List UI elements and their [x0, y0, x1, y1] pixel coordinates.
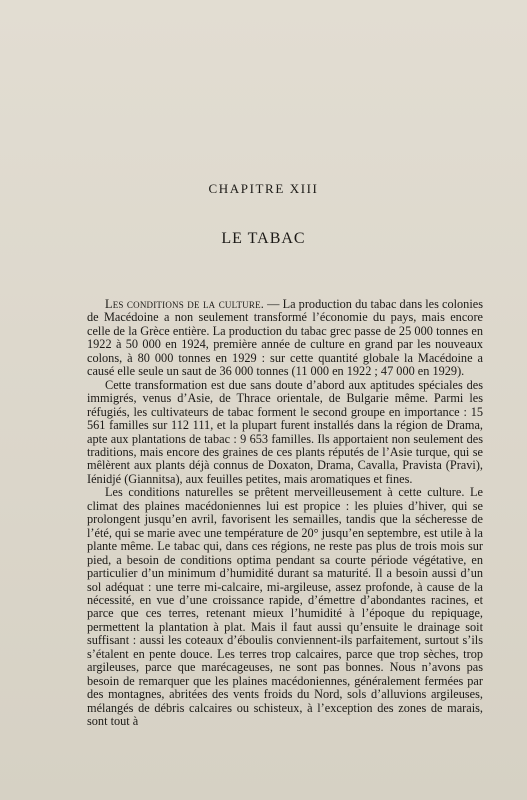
paragraph-text: — La production du tabac dans les colonies de Macédoine a non seulement transformé l’économie du pays, mais encore celle de la Grèce entière. La production du tabac grec passe de 25 000 tonnes en 1922 à 50 000 en 1924, première année de culture en grand par les nouveaux colons, à 80 000 tonnes en 1929 : sur cette quantité globale la Macédoine a causé elle seule un saut de 36 000 tonnes (11 000 en 1922 ; 47 000 en 1929).: [87, 297, 483, 379]
paragraph: [87, 486, 483, 728]
paragraph-text: Les conditions naturelles se prêtent merveilleusement à cette culture. Le climat des plaines macédoniennes lui est propice : les pluies d’hiver, qui se prolongent jusqu’en avril, favorisent les semailles, tandis que la sécheresse de l’été, qui se marie avec une température de 20° jusqu’en septembre, est utile à la plante même. Le tabac qui, dans ces régions, ne reste pas plus de trois mois sur pied, a besoin de conditions optima pendant sa courte période végétative, en particulier d’un minimum d’humidité durant sa maturité. Il a besoin aussi d’un sol adéquat : une terre mi-calcaire, mi-argileuse, assez profonde, à cause de la nécessité, en vue d’une croissance rapide, d’émettre d’abondantes racines, et parce que ces terres, retenant mieux l’humidité à l’époque du repiquage, permettent la plantation à plat. Mais il faut aussi qu’ensuite le drainage soit suffisant : aussi les coteaux d’éboulis conviennent-ils parfaitement, surtout s’ils s’étalent en pente douce. Les terres trop calcaires, parce que trop sèches, trop argileuses, parce que marécageuses, ne sont pas bonnes. Nous n’avons pas besoin de remarquer que les plaines macédoniennes, généralement fermées par des montagnes, abritées des vents froids du Nord, sols d’alluvions argileuses, mélangés de débris calcaires ou schisteux, à l’exception des zones de marais, sont tout à: [87, 485, 483, 729]
body-text: [87, 298, 483, 729]
paragraph-text: Cette transformation est due sans doute d’abord aux aptitudes spéciales des immigrés, venus d’Asie, de Thrace orientale, de Bulgarie même. Parmi les réfugiés, les cultivateurs de tabac forment le second groupe en importance : 15 561 familles sur 112 111, et la plupart furent installés dans la région de Drama, apte aux plantations de tabac : 9 653 familles. Ils apportaient non seulement des traditions, mais encore des graines de ces plants réputés de l’Asie turque, qui se mêlèrent aux plants déjà connus de Doxaton, Drama, Cavalla, Pravista (Pravi), Iénidjé (Giannitsa), aux feuilles petites, mais aromatiques et fines.: [87, 377, 483, 486]
paragraph: [87, 298, 483, 379]
section-lead: Les conditions de la culture.: [105, 297, 265, 311]
chapter-number: CHAPITRE XIII: [208, 181, 319, 196]
paragraph: [87, 379, 483, 487]
chapter-title: LE TABAC: [221, 230, 306, 247]
